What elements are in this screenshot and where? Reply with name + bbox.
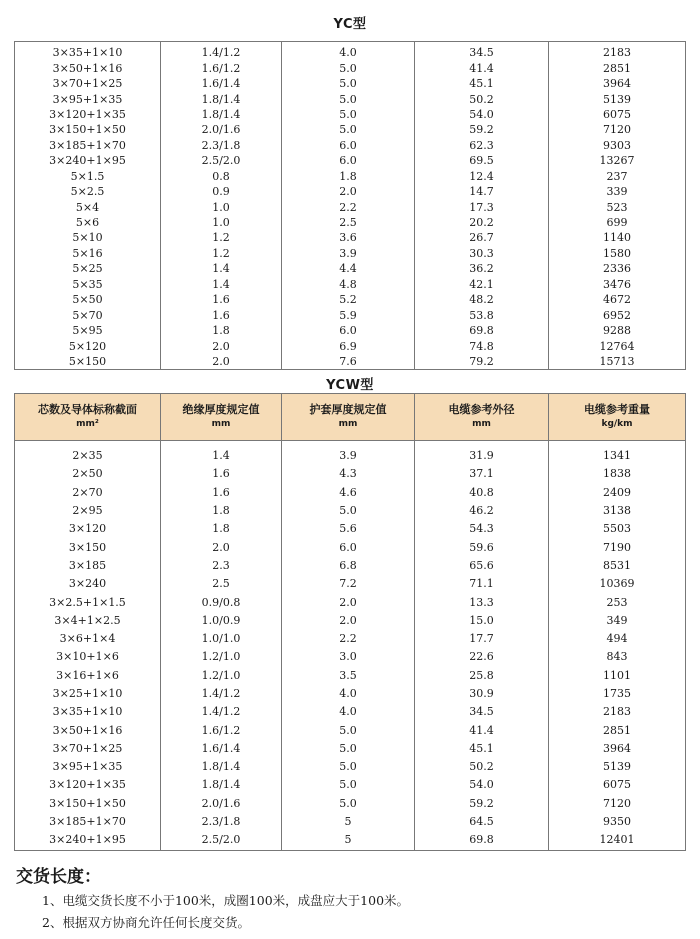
table-cell: 5×150 <box>15 354 161 370</box>
table-cell: 1.6 <box>161 307 282 322</box>
table-cell: 6075 <box>549 107 686 122</box>
table-cell: 59.6 <box>415 538 549 556</box>
table-cell: 4.4 <box>282 261 415 276</box>
table-cell: 3×70+1×25 <box>15 740 161 758</box>
table-cell: 71.1 <box>415 575 549 593</box>
table-cell: 1.2 <box>161 230 282 245</box>
table-row <box>15 338 686 353</box>
table-cell: 1.4 <box>161 277 282 292</box>
delivery-note-1: 1、电缆交货长度不小于100米，成圈100米，成盘应大于100米。 <box>42 893 410 908</box>
table-cell: 5×25 <box>15 261 161 276</box>
table-row <box>15 60 686 75</box>
table-cell: 5 <box>282 831 415 850</box>
table-row <box>15 465 686 483</box>
table-cell: 5.0 <box>282 721 415 739</box>
table-cell: 3×50+1×16 <box>15 60 161 75</box>
table-cell: 4672 <box>549 292 686 307</box>
table-cell: 5.0 <box>282 502 415 520</box>
table-cell: 30.9 <box>415 685 549 703</box>
table-cell: 2409 <box>549 484 686 502</box>
table-cell: 843 <box>549 648 686 666</box>
table-cell: 5.2 <box>282 292 415 307</box>
table-cell: 3×50+1×16 <box>15 721 161 739</box>
table-cell: 1140 <box>549 230 686 245</box>
table-cell: 3×10+1×6 <box>15 648 161 666</box>
table-cell: 17.7 <box>415 630 549 648</box>
table-cell: 8531 <box>549 557 686 575</box>
table-cell: 3×120 <box>15 520 161 538</box>
header-weight: 电缆参考重量 kg/km <box>549 394 686 441</box>
yc-spec-table <box>14 41 686 370</box>
table-cell: 53.8 <box>415 307 549 322</box>
table-cell: 45.1 <box>415 76 549 91</box>
table-row <box>15 199 686 214</box>
table-row <box>15 593 686 611</box>
table-row <box>15 721 686 739</box>
table-cell: 3476 <box>549 277 686 292</box>
table-row <box>15 153 686 168</box>
table-cell: 2183 <box>549 42 686 61</box>
table-cell: 6075 <box>549 776 686 794</box>
table-cell: 13.3 <box>415 593 549 611</box>
table-cell: 0.9 <box>161 184 282 199</box>
table-row <box>15 575 686 593</box>
table-cell: 2×95 <box>15 502 161 520</box>
ycw-table-body <box>15 441 686 851</box>
table-cell: 13267 <box>549 153 686 168</box>
table-row <box>15 776 686 794</box>
table-row <box>15 484 686 502</box>
table-row <box>15 354 686 370</box>
table-cell: 3×95+1×35 <box>15 758 161 776</box>
table-cell: 9288 <box>549 323 686 338</box>
table-cell: 6952 <box>549 307 686 322</box>
table-cell: 5.0 <box>282 122 415 137</box>
table-cell: 699 <box>549 215 686 230</box>
table-cell: 4.0 <box>282 685 415 703</box>
table-cell: 2.0 <box>282 184 415 199</box>
table-cell: 12764 <box>549 338 686 353</box>
table-cell: 69.5 <box>415 153 549 168</box>
table-cell: 5×4 <box>15 199 161 214</box>
table-row <box>15 447 686 465</box>
table-cell: 4.3 <box>282 465 415 483</box>
table-cell: 1341 <box>549 447 686 465</box>
table-cell: 2183 <box>549 703 686 721</box>
table-cell: 5.0 <box>282 107 415 122</box>
table-cell: 2.0/1.6 <box>161 795 282 813</box>
table-cell: 1.8 <box>161 323 282 338</box>
table-cell: 5×1.5 <box>15 169 161 184</box>
table-cell: 1.8 <box>161 502 282 520</box>
table-cell: 3.9 <box>282 246 415 261</box>
table-row <box>15 107 686 122</box>
table-cell: 30.3 <box>415 246 549 261</box>
table-cell: 15713 <box>549 354 686 370</box>
table-row <box>15 230 686 245</box>
table-cell: 45.1 <box>415 740 549 758</box>
table-cell: 1735 <box>549 685 686 703</box>
table-cell: 12.4 <box>415 169 549 184</box>
table-cell: 1.8/1.4 <box>161 91 282 106</box>
table-cell: 74.8 <box>415 338 549 353</box>
table-cell: 7.6 <box>282 354 415 370</box>
yc-section-title: YC型 <box>333 17 367 32</box>
table-cell: 5.0 <box>282 740 415 758</box>
table-cell: 48.2 <box>415 292 549 307</box>
table-cell: 2.3/1.8 <box>161 138 282 153</box>
table-cell: 2.0 <box>161 338 282 353</box>
table-cell: 69.8 <box>415 831 549 850</box>
table-cell: 3×70+1×25 <box>15 76 161 91</box>
table-cell: 1.8/1.4 <box>161 776 282 794</box>
table-cell: 7120 <box>549 795 686 813</box>
table-cell: 2×70 <box>15 484 161 502</box>
table-cell: 3×240 <box>15 575 161 593</box>
table-cell: 7.2 <box>282 575 415 593</box>
table-cell: 6.9 <box>282 338 415 353</box>
table-cell: 3×16+1×6 <box>15 667 161 685</box>
table-cell: 1.4/1.2 <box>161 42 282 61</box>
table-cell: 1.8/1.4 <box>161 107 282 122</box>
table-cell: 3.9 <box>282 447 415 465</box>
table-row <box>15 795 686 813</box>
table-cell: 4.8 <box>282 277 415 292</box>
table-cell: 5×35 <box>15 277 161 292</box>
table-cell: 5.0 <box>282 795 415 813</box>
table-cell: 40.8 <box>415 484 549 502</box>
table-cell: 3×25+1×10 <box>15 685 161 703</box>
table-cell: 79.2 <box>415 354 549 370</box>
ycw-spec-table <box>14 393 686 851</box>
table-cell: 1.0 <box>161 215 282 230</box>
table-cell: 59.2 <box>415 795 549 813</box>
table-cell: 2×35 <box>15 447 161 465</box>
table-cell: 1101 <box>549 667 686 685</box>
table-cell: 2.5 <box>282 215 415 230</box>
table-cell: 3×6+1×4 <box>15 630 161 648</box>
table-cell: 2.2 <box>282 199 415 214</box>
table-row <box>15 685 686 703</box>
table-cell: 1.4/1.2 <box>161 703 282 721</box>
table-cell: 26.7 <box>415 230 549 245</box>
table-cell: 1.6 <box>161 465 282 483</box>
table-cell: 349 <box>549 612 686 630</box>
table-row <box>15 261 686 276</box>
table-cell: 3×240+1×95 <box>15 831 161 850</box>
table-cell: 1.6/1.2 <box>161 60 282 75</box>
table-cell: 3×35+1×10 <box>15 42 161 61</box>
table-row <box>15 703 686 721</box>
table-cell: 65.6 <box>415 557 549 575</box>
table-row <box>15 831 686 850</box>
table-cell: 9303 <box>549 138 686 153</box>
table-row <box>15 630 686 648</box>
table-cell: 3×150+1×50 <box>15 795 161 813</box>
table-cell: 37.1 <box>415 465 549 483</box>
table-cell: 6.0 <box>282 538 415 556</box>
table-cell: 3×150 <box>15 538 161 556</box>
table-cell: 1.2/1.0 <box>161 667 282 685</box>
table-cell: 3964 <box>549 740 686 758</box>
table-cell: 1.4/1.2 <box>161 685 282 703</box>
table-cell: 50.2 <box>415 91 549 106</box>
table-row <box>15 538 686 556</box>
table-row <box>15 122 686 137</box>
table-cell: 1.8 <box>282 169 415 184</box>
table-cell: 3×95+1×35 <box>15 91 161 106</box>
table-cell: 25.8 <box>415 667 549 685</box>
table-cell: 3138 <box>549 502 686 520</box>
table-cell: 237 <box>549 169 686 184</box>
delivery-note-2: 2、根据双方协商允许任何长度交货。 <box>42 915 250 930</box>
table-cell: 1.8 <box>161 520 282 538</box>
table-cell: 3964 <box>549 76 686 91</box>
table-cell: 6.0 <box>282 153 415 168</box>
table-cell: 5.6 <box>282 520 415 538</box>
table-cell: 3×120+1×35 <box>15 107 161 122</box>
table-row <box>15 76 686 91</box>
table-cell: 3×120+1×35 <box>15 776 161 794</box>
table-cell: 2.0 <box>282 593 415 611</box>
table-cell: 46.2 <box>415 502 549 520</box>
table-row <box>15 740 686 758</box>
table-cell: 0.9/0.8 <box>161 593 282 611</box>
table-cell: 1.6/1.4 <box>161 76 282 91</box>
table-cell: 69.8 <box>415 323 549 338</box>
table-cell: 2851 <box>549 721 686 739</box>
table-cell: 3.6 <box>282 230 415 245</box>
table-cell: 54.0 <box>415 776 549 794</box>
table-cell: 1.4 <box>161 261 282 276</box>
table-cell: 5 <box>282 813 415 831</box>
table-cell: 10369 <box>549 575 686 593</box>
table-cell: 253 <box>549 593 686 611</box>
table-cell: 14.7 <box>415 184 549 199</box>
table-cell: 1.6 <box>161 292 282 307</box>
table-cell: 1.0/1.0 <box>161 630 282 648</box>
table-cell: 9350 <box>549 813 686 831</box>
table-cell: 2.0/1.6 <box>161 122 282 137</box>
table-row <box>15 307 686 322</box>
table-cell: 339 <box>549 184 686 199</box>
table-cell: 3×2.5+1×1.5 <box>15 593 161 611</box>
yc-table-body <box>15 42 686 370</box>
table-cell: 1580 <box>549 246 686 261</box>
table-cell: 5.0 <box>282 91 415 106</box>
table-row <box>15 323 686 338</box>
table-cell: 2.5/2.0 <box>161 831 282 850</box>
table-cell: 3×150+1×50 <box>15 122 161 137</box>
table-cell: 5×120 <box>15 338 161 353</box>
table-row <box>15 277 686 292</box>
table-row <box>15 138 686 153</box>
table-row <box>15 758 686 776</box>
table-cell: 34.5 <box>415 703 549 721</box>
ycw-section-title: YCW型 <box>326 378 374 393</box>
table-cell: 1.4 <box>161 447 282 465</box>
table-cell: 36.2 <box>415 261 549 276</box>
table-cell: 4.0 <box>282 42 415 61</box>
table-cell: 5×6 <box>15 215 161 230</box>
table-cell: 2851 <box>549 60 686 75</box>
table-row <box>15 91 686 106</box>
table-row <box>15 215 686 230</box>
header-cores-section: 芯数及导体标称截面 mm² <box>15 394 161 441</box>
table-cell: 2.3/1.8 <box>161 813 282 831</box>
table-cell: 1.2 <box>161 246 282 261</box>
table-cell: 5503 <box>549 520 686 538</box>
header-outer-diameter: 电缆参考外径 mm <box>415 394 549 441</box>
table-cell: 64.5 <box>415 813 549 831</box>
table-cell: 2×50 <box>15 465 161 483</box>
table-cell: 1.8/1.4 <box>161 758 282 776</box>
table-cell: 1.2/1.0 <box>161 648 282 666</box>
delivery-length-heading: 交货长度： <box>16 867 101 887</box>
table-row <box>15 667 686 685</box>
table-cell: 31.9 <box>415 447 549 465</box>
table-cell: 54.3 <box>415 520 549 538</box>
table-cell: 3×35+1×10 <box>15 703 161 721</box>
table-cell: 3×240+1×95 <box>15 153 161 168</box>
table-cell: 4.0 <box>282 703 415 721</box>
table-row <box>15 502 686 520</box>
table-cell: 5139 <box>549 758 686 776</box>
table-cell: 59.2 <box>415 122 549 137</box>
table-cell: 2.3 <box>161 557 282 575</box>
table-cell: 0.8 <box>161 169 282 184</box>
table-cell: 1.0 <box>161 199 282 214</box>
table-cell: 5.0 <box>282 60 415 75</box>
table-cell: 523 <box>549 199 686 214</box>
table-cell: 3×185+1×70 <box>15 138 161 153</box>
table-cell: 1.6/1.4 <box>161 740 282 758</box>
table-cell: 3×185+1×70 <box>15 813 161 831</box>
table-cell: 6.0 <box>282 138 415 153</box>
table-cell: 5×16 <box>15 246 161 261</box>
table-cell: 5.0 <box>282 758 415 776</box>
table-cell: 2.0 <box>161 538 282 556</box>
ycw-table-header <box>15 394 686 441</box>
table-row <box>15 169 686 184</box>
table-cell: 15.0 <box>415 612 549 630</box>
table-row <box>15 520 686 538</box>
table-cell: 62.3 <box>415 138 549 153</box>
table-row <box>15 557 686 575</box>
table-row <box>15 648 686 666</box>
table-cell: 494 <box>549 630 686 648</box>
header-insulation-thickness: 绝缘厚度规定值 mm <box>161 394 282 441</box>
table-cell: 6.0 <box>282 323 415 338</box>
table-cell: 1.0/0.9 <box>161 612 282 630</box>
table-cell: 2.5 <box>161 575 282 593</box>
table-cell: 7120 <box>549 122 686 137</box>
table-cell: 5.0 <box>282 776 415 794</box>
table-cell: 5.0 <box>282 76 415 91</box>
table-cell: 41.4 <box>415 721 549 739</box>
table-row <box>15 813 686 831</box>
table-cell: 2.0 <box>161 354 282 370</box>
table-row <box>15 42 686 61</box>
table-cell: 17.3 <box>415 199 549 214</box>
table-cell: 54.0 <box>415 107 549 122</box>
table-cell: 34.5 <box>415 42 549 61</box>
table-cell: 50.2 <box>415 758 549 776</box>
table-cell: 22.6 <box>415 648 549 666</box>
table-cell: 7190 <box>549 538 686 556</box>
table-row <box>15 246 686 261</box>
table-cell: 42.1 <box>415 277 549 292</box>
header-sheath-thickness: 护套厚度规定值 mm <box>282 394 415 441</box>
table-cell: 5×2.5 <box>15 184 161 199</box>
table-cell: 12401 <box>549 831 686 850</box>
table-cell: 2.0 <box>282 612 415 630</box>
table-cell: 5×70 <box>15 307 161 322</box>
table-cell: 3×185 <box>15 557 161 575</box>
table-row <box>15 612 686 630</box>
table-cell: 5×50 <box>15 292 161 307</box>
table-cell: 6.8 <box>282 557 415 575</box>
table-cell: 5×95 <box>15 323 161 338</box>
table-row <box>15 184 686 199</box>
table-cell: 1.6 <box>161 484 282 502</box>
header-row <box>15 394 686 441</box>
table-row <box>15 292 686 307</box>
table-cell: 41.4 <box>415 60 549 75</box>
table-cell: 4.6 <box>282 484 415 502</box>
table-cell: 5139 <box>549 91 686 106</box>
table-cell: 1838 <box>549 465 686 483</box>
table-cell: 5.9 <box>282 307 415 322</box>
table-cell: 1.6/1.2 <box>161 721 282 739</box>
table-cell: 3.0 <box>282 648 415 666</box>
table-cell: 5×10 <box>15 230 161 245</box>
table-cell: 2336 <box>549 261 686 276</box>
table-cell: 2.2 <box>282 630 415 648</box>
table-cell: 20.2 <box>415 215 549 230</box>
table-cell: 3.5 <box>282 667 415 685</box>
table-cell: 2.5/2.0 <box>161 153 282 168</box>
table-cell: 3×4+1×2.5 <box>15 612 161 630</box>
